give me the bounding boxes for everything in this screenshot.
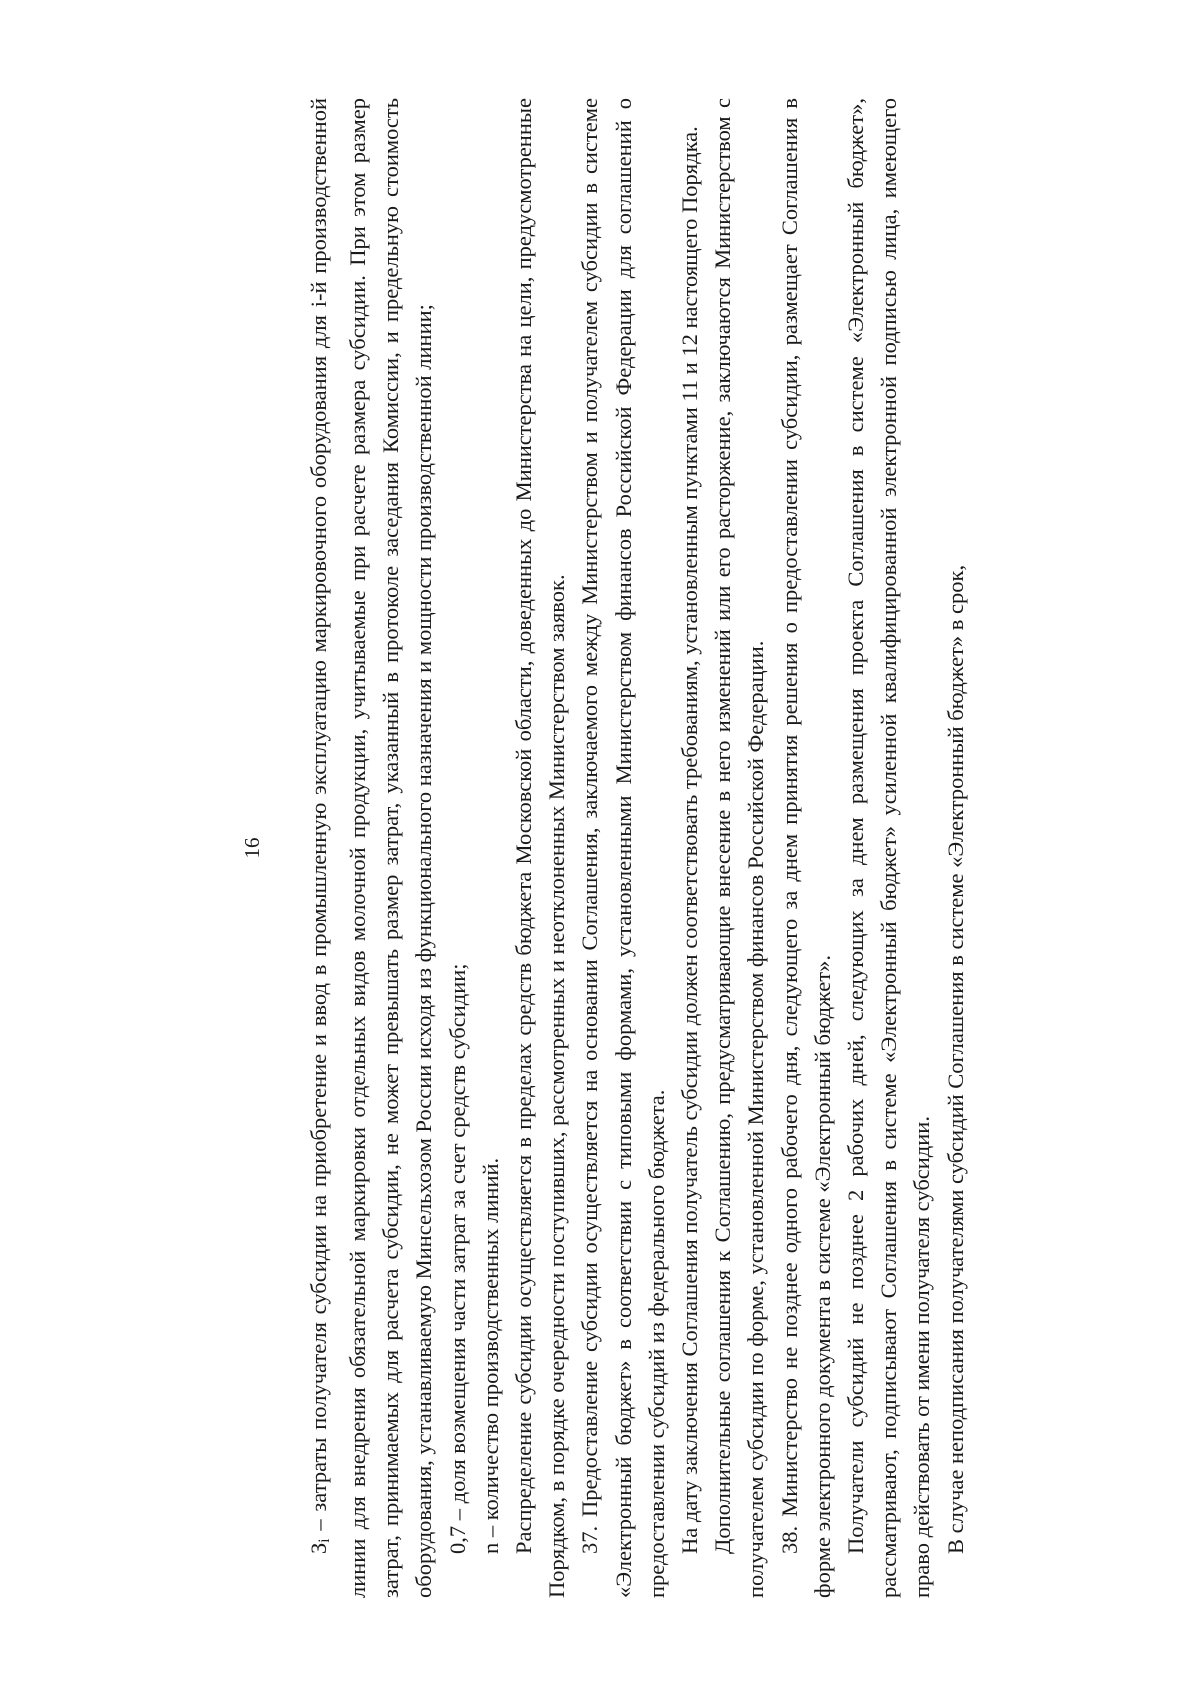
paragraph-agreement-date: На дату заключения Соглашения получатель субсидии должен соответствовать требованиям, установленным пунктами 11 и 12 настоящего Порядка.	[676, 126, 702, 1554]
paragraph-38: 38. Министерство не позднее одного рабочего дня, следующего за днем принятия решения о предоставлении субсидии, размещает Соглашения в форме электронного документа в системе «Электронный бюджет».	[776, 98, 835, 1598]
paragraph-non-signing: В случае неподписания получателями субсидий Соглашения в системе «Электронный бюджет» в срок,	[942, 564, 968, 1554]
paragraph-cost-definition	[302, 98, 441, 1598]
paragraph-share: 0,7 – доля возмещения части затрат за счет средств субсидии;	[444, 963, 470, 1554]
rotated-document-sheet	[240, 98, 968, 1598]
paragraph-37: 37. Предоставление субсидии осуществляется на основании Соглашения, заключаемого между Министерством и получателем субсидии в системе «Электронный бюджет» в соответствии с типовыми формами, установленными Министерством финансов Российской Федерации для соглашений о предоставлении субсидий из федерального бюджета.	[577, 98, 669, 1598]
paragraph-signing: Получатели субсидий не позднее 2 рабочих дней, следующих за днем размещения проекта Соглашения в системе «Электронный бюджет», рассматривают, подписывают Соглашения в системе «Электронный бюджет» усиленной квалифицированной электронной подписью лица, имеющего право действовать от имени получателя субсидии.	[843, 98, 935, 1598]
document-body	[302, 98, 972, 1598]
cost-symbol: З	[306, 1542, 331, 1554]
paragraph-distribution: Распределение субсидии осуществляется в пределах средств бюджета Московской области, доведенных до Министерства на цели, предусмотренные Порядком, в порядке очередности поступивших, рассмотренных и неотклоненных Министерством заявок.	[510, 98, 570, 1598]
cost-symbol-subscript: i	[315, 1538, 333, 1543]
paragraph-additional-agreements: Дополнительные соглашения к Соглашению, предусматривающие внесение в него изменений или его расторжение, заключаются Министерством с получателем субсидии по форме, установленной Министерством финансов Российской Федерации.	[710, 98, 769, 1598]
paragraph-line-count: n – количество производственных линий.	[477, 1157, 503, 1554]
cost-definition-text: – затраты получателя субсидии на приобретение и ввод в промышленную эксплуатацию маркировочного оборудования для i-й производственной линии для внедрения обязательной маркировки отдельных видов молочной продукции, учитываемые при расчете размера субсидии. При этом размер затрат, принимаемых для расчета субсидии, не может превышать размер затрат, указанный в протоколе заседания Комиссии, и предельную стоимость оборудования, устанавливаемую Минсельхозом России исходя из функционального назначения и мощности производственной линии;	[306, 98, 437, 1598]
page-number: 16	[240, 837, 264, 859]
